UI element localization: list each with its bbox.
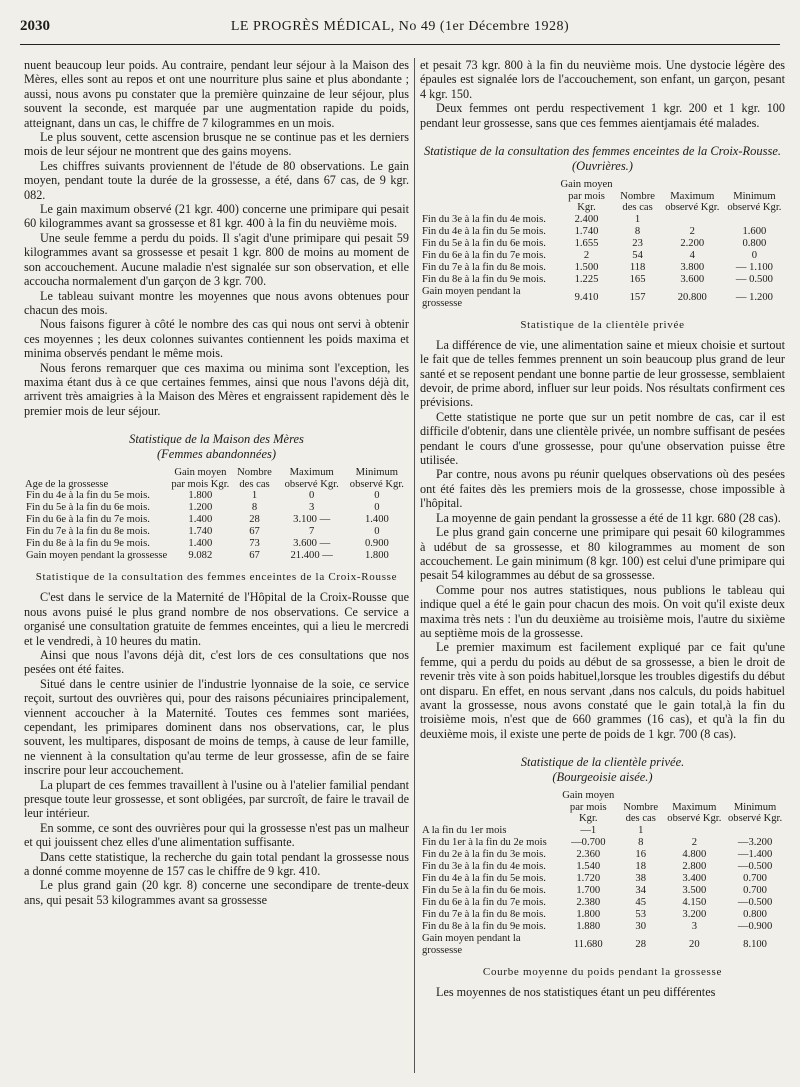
cell-value: 1.225	[574, 273, 599, 285]
cell-value: 2.200	[680, 237, 705, 249]
paragraph: Deux femmes ont perdu respectivement 1 kgr. 200 et 1 kgr. 100 pendant leur grossesse, sans que ces femmes aientjamais été malades.	[420, 101, 785, 130]
cell-value: — 1.100	[735, 261, 773, 273]
cell-value: 9.410	[574, 291, 599, 303]
cell-value: 4.800	[682, 848, 707, 860]
cell-label: A la fin du 1er mois	[422, 824, 507, 836]
cell-value: 1.740	[574, 225, 599, 237]
cell-label: Fin du 8e à la fin du 9e mois.	[422, 273, 546, 285]
cell-label: Fin du 6e à la fin du 7e mois.	[422, 249, 546, 261]
paragraph: Comme pour nos autres statistiques, nous publions le tableau qui indique quel a été le gain pour chacun des mois. On voit qu'il existe deux maxima très nets : l'un du deuxième au troisième mois, l'autre du sixième au septième mois de la grossesse.	[420, 582, 785, 640]
cell-value: 1.800	[576, 908, 601, 920]
cell-value: 118	[629, 261, 646, 273]
paragraph: Dans cette statistique, la recherche du gain total pendant la grossesse nous a donné comme moyenne de 157 cas le chiffre de 9 kgr. 410.	[24, 849, 409, 879]
cell-value: 1.800	[188, 490, 213, 502]
paragraph: En somme, ce sont des ouvrières pour qui la grossesse n'est pas un malheur et qui jouissent chez elles d'une alimentation suffisante.	[24, 820, 409, 850]
paragraph: et pesait 73 kgr. 800 à la fin du neuvième mois. Une dystocie légère des épaules est signalée lors de l'accouchement, son enfant, un garçon, pesant 4 kgr. 150.	[420, 58, 785, 101]
cell-value: 1.400	[188, 538, 213, 550]
cell-label: Fin du 3e à la fin du 4e mois.	[422, 213, 546, 225]
paragraph: Par contre, nous avons pu réunir quelques observations où des pesées ont été faites dès les premiers mois de la grossesse, chose impossible à l'hôpital.	[420, 467, 785, 511]
paragraph: Une seule femme a perdu du poids. Il s'agit d'une primipare qui pesait 59 kilogrammes avant sa grossesse et pesait 1 kgr. 800 de moins au moment de son accouchement. Aucune maladie n'est signalée sur son observation, et elle accoucha normalement d'un garçon de 3 kgr. 700.	[24, 230, 409, 289]
cell-value: 1.500	[574, 261, 599, 273]
cell-value: 54	[632, 249, 643, 261]
table-row	[420, 849, 785, 861]
cell-value: 8.100	[743, 938, 767, 950]
cell-value: 73	[249, 538, 260, 550]
cell-label: Gain moyen pendant la grossesse	[422, 932, 521, 956]
cell-value: 45	[635, 896, 646, 908]
cell-label: Fin du 4e à la fin du 5e mois.	[422, 225, 546, 237]
cell-value: 9.082	[188, 550, 213, 562]
paragraph: Le plus grand gain (20 kgr. 8) concerne une secondipare de trente-deux ans, qui pesait 53 kilogrammes avant sa grossesse	[24, 878, 409, 907]
cell-value: 7	[309, 526, 315, 538]
table-row	[420, 286, 785, 310]
cell-value: —0.900	[737, 920, 773, 932]
cell-value: 8	[634, 225, 641, 237]
cell-value	[725, 825, 785, 837]
cell-value: — 0.500	[735, 273, 773, 285]
cell-value: 1.600	[742, 225, 767, 237]
table-subtitle: (Ouvrières.)	[572, 159, 633, 174]
column-header: Gain moyen par mois Kgr.	[560, 179, 613, 214]
column-header: Minimum observé Kgr.	[727, 801, 783, 825]
column-header: Maximum observé Kgr.	[665, 190, 720, 214]
cell-value: 165	[629, 273, 646, 285]
cell-value: 3.600 —	[293, 538, 331, 550]
cell-label: Fin du 4e à la fin du 5e mois.	[26, 490, 150, 502]
column-header	[420, 790, 559, 825]
table-caption	[420, 144, 785, 174]
page-header	[20, 10, 780, 45]
cell-label: Fin du 3e à la fin du 4e mois.	[422, 860, 546, 872]
cell-label: Fin du 5e à la fin du 6e mois.	[26, 502, 150, 514]
cell-label: Fin du 4e à la fin du 5e mois.	[422, 872, 546, 884]
table-row	[24, 514, 409, 526]
table-row	[420, 921, 785, 933]
paragraph: Nous ferons remarquer que ces maxima ou minima sont l'exception, les maxima étant dus à ce que certaines femmes, ainsi que nous l'avons déjà dit, arrivent très amaigries à la Maison des Mères et engraissent rapidement dès le premier mois de leur séjour.	[24, 360, 409, 418]
table-caption	[420, 755, 785, 785]
table-row	[420, 837, 785, 849]
cell-value: 1.540	[576, 860, 601, 872]
cell-value: 23	[632, 237, 643, 249]
cell-label: Gain moyen pendant la grossesse	[26, 550, 168, 562]
section-heading: Courbe moyenne du poids pendant la grossesse	[482, 965, 723, 978]
table-row	[420, 825, 785, 837]
table-row	[420, 238, 785, 250]
cell-value: 0	[374, 526, 380, 538]
paragraph: Les chiffres suivants proviennent de l'étude de 80 observations. Le gain moyen, pendant toute la durée de la grossesse, a été, dans 67 cas, de 9 kgr. 082.	[24, 158, 409, 202]
column-header: Gain moyen par mois Kgr.	[562, 790, 615, 825]
cell-value: —0.700	[571, 836, 606, 848]
cell-value: 16	[635, 848, 646, 860]
cell-value: 3	[691, 920, 697, 932]
cell-value: 0.700	[743, 872, 767, 884]
table-row	[420, 250, 785, 262]
cell-label: Fin du 6e à la fin du 7e mois.	[422, 896, 546, 908]
column-header: Nombre des cas	[620, 190, 655, 214]
paragraph: La différence de vie, une alimentation saine et mieux choisie et surtout le fait que de telles femmes prennent un soin beaucoup plus grand de leur santé et se reposent pendant une bonne partie de leur grossesse, semblaient devoir, de prime abord, influer sur leur poids. Nos résultats confirment ces prévisions.	[420, 337, 785, 410]
table-row	[24, 538, 409, 550]
right-column	[420, 58, 785, 999]
cell-value: 1.740	[188, 526, 213, 538]
table-caption	[24, 432, 409, 462]
paragraph: Situé dans le centre usinier de l'industrie lyonnaise de la soie, ce service reçoit, surtout des ouvrières qui, pour des raisons pécuniaires principalement, viennent accoucher à la Maternité. Toutes ces femmes sont mariées, cependant, les primipares dominent dans nos observations, car, le plus souvent, les multipares, disposant de moins de temps, à cause de leur famille, ne viennent à la consultation qu'au terme de leur grossesse, afin de se faire inscrire pour leur accouchement.	[24, 676, 409, 778]
cell-value: 3.200	[682, 908, 707, 920]
paragraph: Le plus souvent, cette ascension brusque ne se continue pas et les derniers mois de leur séjour ne montrent que des gains moyens.	[24, 130, 409, 159]
cell-value: 1.200	[188, 502, 213, 514]
table-title: Statistique de la Maison des Mères	[129, 432, 304, 447]
cell-value: 0	[374, 490, 380, 502]
cell-value: 3.800	[680, 261, 705, 273]
column-header: Nombre des cas	[623, 801, 659, 825]
cell-value: 0.700	[743, 884, 767, 896]
cell-value: 3.400	[682, 872, 707, 884]
table-row	[420, 909, 785, 921]
cell-value: 1	[634, 213, 641, 225]
cell-value: 2	[689, 225, 695, 237]
cell-value: 18	[635, 860, 646, 872]
cell-value: 67	[249, 526, 260, 538]
column-header: Maximum observé Kgr.	[667, 801, 722, 825]
clientele-privee-table	[420, 790, 785, 957]
cell-value	[664, 825, 726, 837]
cell-label: Fin du 1er à la fin du 2e mois	[422, 836, 547, 848]
cell-value: 3.100 —	[293, 514, 331, 526]
cell-value: 0.900	[364, 538, 389, 550]
cell-value: 2	[691, 836, 697, 848]
cell-label: Fin du 2e à la fin du 3e mois.	[422, 848, 546, 860]
cell-value: 1.720	[576, 872, 601, 884]
paragraph: C'est dans le service de la Maternité de l'Hôpital de la Croix-Rousse que nous avons puisé le plus grand nombre de nos observations. Ce service a organisé une consultation gratuite de femmes enceintes, qui a lieu le mercredi et le vendredi, à 10 heures du matin.	[24, 590, 409, 648]
cell-label: Fin du 6e à la fin du 7e mois.	[26, 514, 150, 526]
column-header: Age de la grossesse	[25, 478, 109, 490]
column-header: Minimum observé Kgr.	[349, 467, 404, 490]
left-column	[24, 58, 409, 907]
column-header: Maximum observé Kgr.	[284, 467, 339, 490]
maison-des-meres-table	[24, 467, 409, 562]
cell-label: Fin du 7e à la fin du 8e mois.	[422, 908, 546, 920]
cell-value: —0.500	[737, 896, 773, 908]
column-header: Nombre des cas	[237, 467, 272, 490]
cell-value: —3.200	[737, 836, 773, 848]
column-header: Gain moyen par mois Kgr.	[171, 467, 230, 490]
cell-label: Gain moyen pendant la grossesse	[422, 285, 521, 309]
table-row	[24, 490, 409, 502]
cell-value: —1	[580, 824, 597, 836]
cell-value: 2.800	[682, 860, 707, 872]
column-header: Minimum observé Kgr.	[727, 190, 782, 214]
cell-value: 38	[635, 872, 646, 884]
paragraph: Les moyennes de nos statistiques étant un peu différentes	[436, 984, 716, 999]
column-divider	[414, 58, 415, 1073]
cell-value: 28	[249, 514, 260, 526]
cell-value: 157	[629, 291, 646, 303]
cell-label: Fin du 5e à la fin du 6e mois.	[422, 237, 546, 249]
cell-value: 1.700	[576, 884, 601, 896]
cell-value: 21.400 —	[290, 550, 333, 562]
table-subtitle: (Femmes abandonnées)	[156, 447, 277, 462]
column-header	[420, 179, 559, 214]
cell-value: 4.150	[682, 896, 707, 908]
cell-value: 1.880	[576, 920, 601, 932]
table-row	[420, 897, 785, 909]
cell-value: 0	[751, 249, 758, 261]
cell-value: 20	[689, 938, 700, 950]
paragraph: Cette statistique ne porte que sur un petit nombre de cas, car il est difficile d'obtenir, dans une clientèle privée, un nombre suffisant de pesées pendant le cours d'une grossesse, pour qu'une observation puisse être utilisée.	[420, 409, 785, 468]
cell-value	[724, 214, 785, 226]
table-row	[24, 526, 409, 538]
cell-value: 0	[309, 490, 315, 502]
cell-value: 20.800	[677, 291, 707, 303]
cell-value: 3	[309, 502, 315, 514]
table-row	[420, 885, 785, 897]
cell-value: 0.800	[743, 908, 767, 920]
cell-value: 8	[251, 502, 258, 514]
section-heading: Statistique de la clientèle privée	[520, 318, 685, 331]
cell-value: —1.400	[737, 848, 773, 860]
cell-value: 1.655	[574, 237, 599, 249]
table-row	[420, 933, 785, 957]
table-row	[420, 873, 785, 885]
paragraph: Ainsi que nous l'avons déjà dit, c'est lors de ces consultations que nos pesées ont été faites.	[24, 647, 409, 677]
cell-value: 3.600	[680, 273, 705, 285]
section-heading: Statistique de la consultation des femmes enceintes de la Croix-Rousse	[35, 571, 398, 584]
cell-value: —0.500	[737, 860, 773, 872]
cell-value: 0.800	[742, 237, 767, 249]
table-row	[420, 214, 785, 226]
cell-value: 28	[635, 938, 646, 950]
paragraph: La moyenne de gain pendant la grossesse a été de 11 kgr. 680 (28 cas).	[436, 510, 781, 525]
cell-value: 1.800	[364, 550, 389, 562]
cell-value: — 1.200	[735, 291, 773, 303]
cell-label: Fin du 5e à la fin du 6e mois.	[422, 884, 546, 896]
table-row	[420, 861, 785, 873]
cell-value: 4	[689, 249, 695, 261]
paragraph: Nous faisons figurer à côté le nombre des cas qui nous ont servi à obtenir ces moyennes ; les deux colonnes suivantes contiennent les poids maxima et minima observés pendant le même mois.	[24, 317, 409, 361]
cell-value: 2.400	[574, 213, 599, 225]
cell-value: 2.360	[576, 848, 601, 860]
cell-value: 30	[635, 920, 646, 932]
table-row	[420, 274, 785, 286]
cell-value: 34	[635, 884, 646, 896]
croix-rousse-table	[420, 179, 785, 310]
table-subtitle: (Bourgeoisie aisée.)	[552, 770, 653, 785]
paragraph: La plupart de ces femmes travaillent à l'usine ou à l'atelier familial pendant presque toute leur grossesse, et sont obligées, par surcroît, de faire le travail de leur intérieur.	[24, 777, 409, 821]
table-row	[420, 226, 785, 238]
cell-label: Fin du 8e à la fin du 9e mois.	[422, 920, 546, 932]
paragraph: Le tableau suivant montre les moyennes que nous avons obtenues pour chacun des mois.	[24, 288, 409, 317]
cell-value: 67	[249, 550, 260, 562]
table-row	[420, 262, 785, 274]
cell-value: 0	[374, 502, 380, 514]
cell-value: 8	[638, 836, 644, 848]
journal-title: LE PROGRÈS MÉDICAL, No 49 (1er Décembre 1928)	[230, 19, 570, 34]
cell-label: Fin du 7e à la fin du 8e mois.	[422, 261, 546, 273]
cell-value: 53	[635, 908, 646, 920]
cell-value: 1.400	[188, 514, 213, 526]
table-title: Statistique de la clientèle privée.	[520, 755, 685, 770]
table-title: Statistique de la consultation des femmes enceintes de la Croix-Rousse.	[423, 144, 782, 159]
paragraph: Le gain maximum observé (21 kgr. 400) concerne une primipare qui pesait 60 kilogrammes avant sa grossesse et 81 kgr. 400 à la fin du neuvième mois.	[24, 202, 409, 231]
cell-value: 11.680	[573, 938, 603, 950]
cell-label: Fin du 8e à la fin du 9e mois.	[26, 538, 150, 550]
cell-value: 1.400	[364, 514, 389, 526]
table-row	[24, 502, 409, 514]
cell-label: Fin du 7e à la fin du 8e mois.	[26, 526, 150, 538]
cell-value: 2.380	[576, 896, 601, 908]
paragraph: Le plus grand gain concerne une primipare qui pesait 60 kilogrammes à udébut de sa grossesse, et 80 kilogrammes au moment de son accouchement. Le gain minimum (8 kgr. 100) est celui d'une primipare qui pesait 54 kilogrammes au début de sa grossesse.	[420, 525, 785, 583]
table-row	[24, 550, 409, 562]
page-number: 2030	[20, 18, 50, 34]
cell-value: 2	[583, 249, 590, 261]
cell-value: 1	[251, 490, 258, 502]
cell-value: 1	[638, 824, 644, 836]
paragraph: nuent beaucoup leur poids. Au contraire, pendant leur séjour à la Maison des Mères, elles sont au repos et ont une nourriture plus saine et plus abondante ; aussi, nous avons pu constater que la première quinzaine de leur séjour, plus souvent la seconde, est marquée par une augmentation rapide du poids, atteignant, dans un cas, le chiffre de 7 kilogrammes en un mois.	[24, 58, 409, 130]
paragraph: Le premier maximum est facilement expliqué par ce fait qu'une femme, qui a perdu du poids au début de sa grossesse, a bien le droit de revenir très vite à son poids habituel,lorsque les troubles digestifs du début ont disparu. En effet, en nous servant ,dans nos calculs, du poids habituel avant la grossesse, nous avons constaté que le gain total,à la fin du troisième mois, n'est que de 660 grammes (16 cas), et qu'à la fin du deuxième mois, il existe une perte de poids de 1 kgr. 700 (8 cas).	[420, 640, 785, 741]
cell-value	[661, 214, 724, 226]
cell-value: 3.500	[682, 884, 707, 896]
